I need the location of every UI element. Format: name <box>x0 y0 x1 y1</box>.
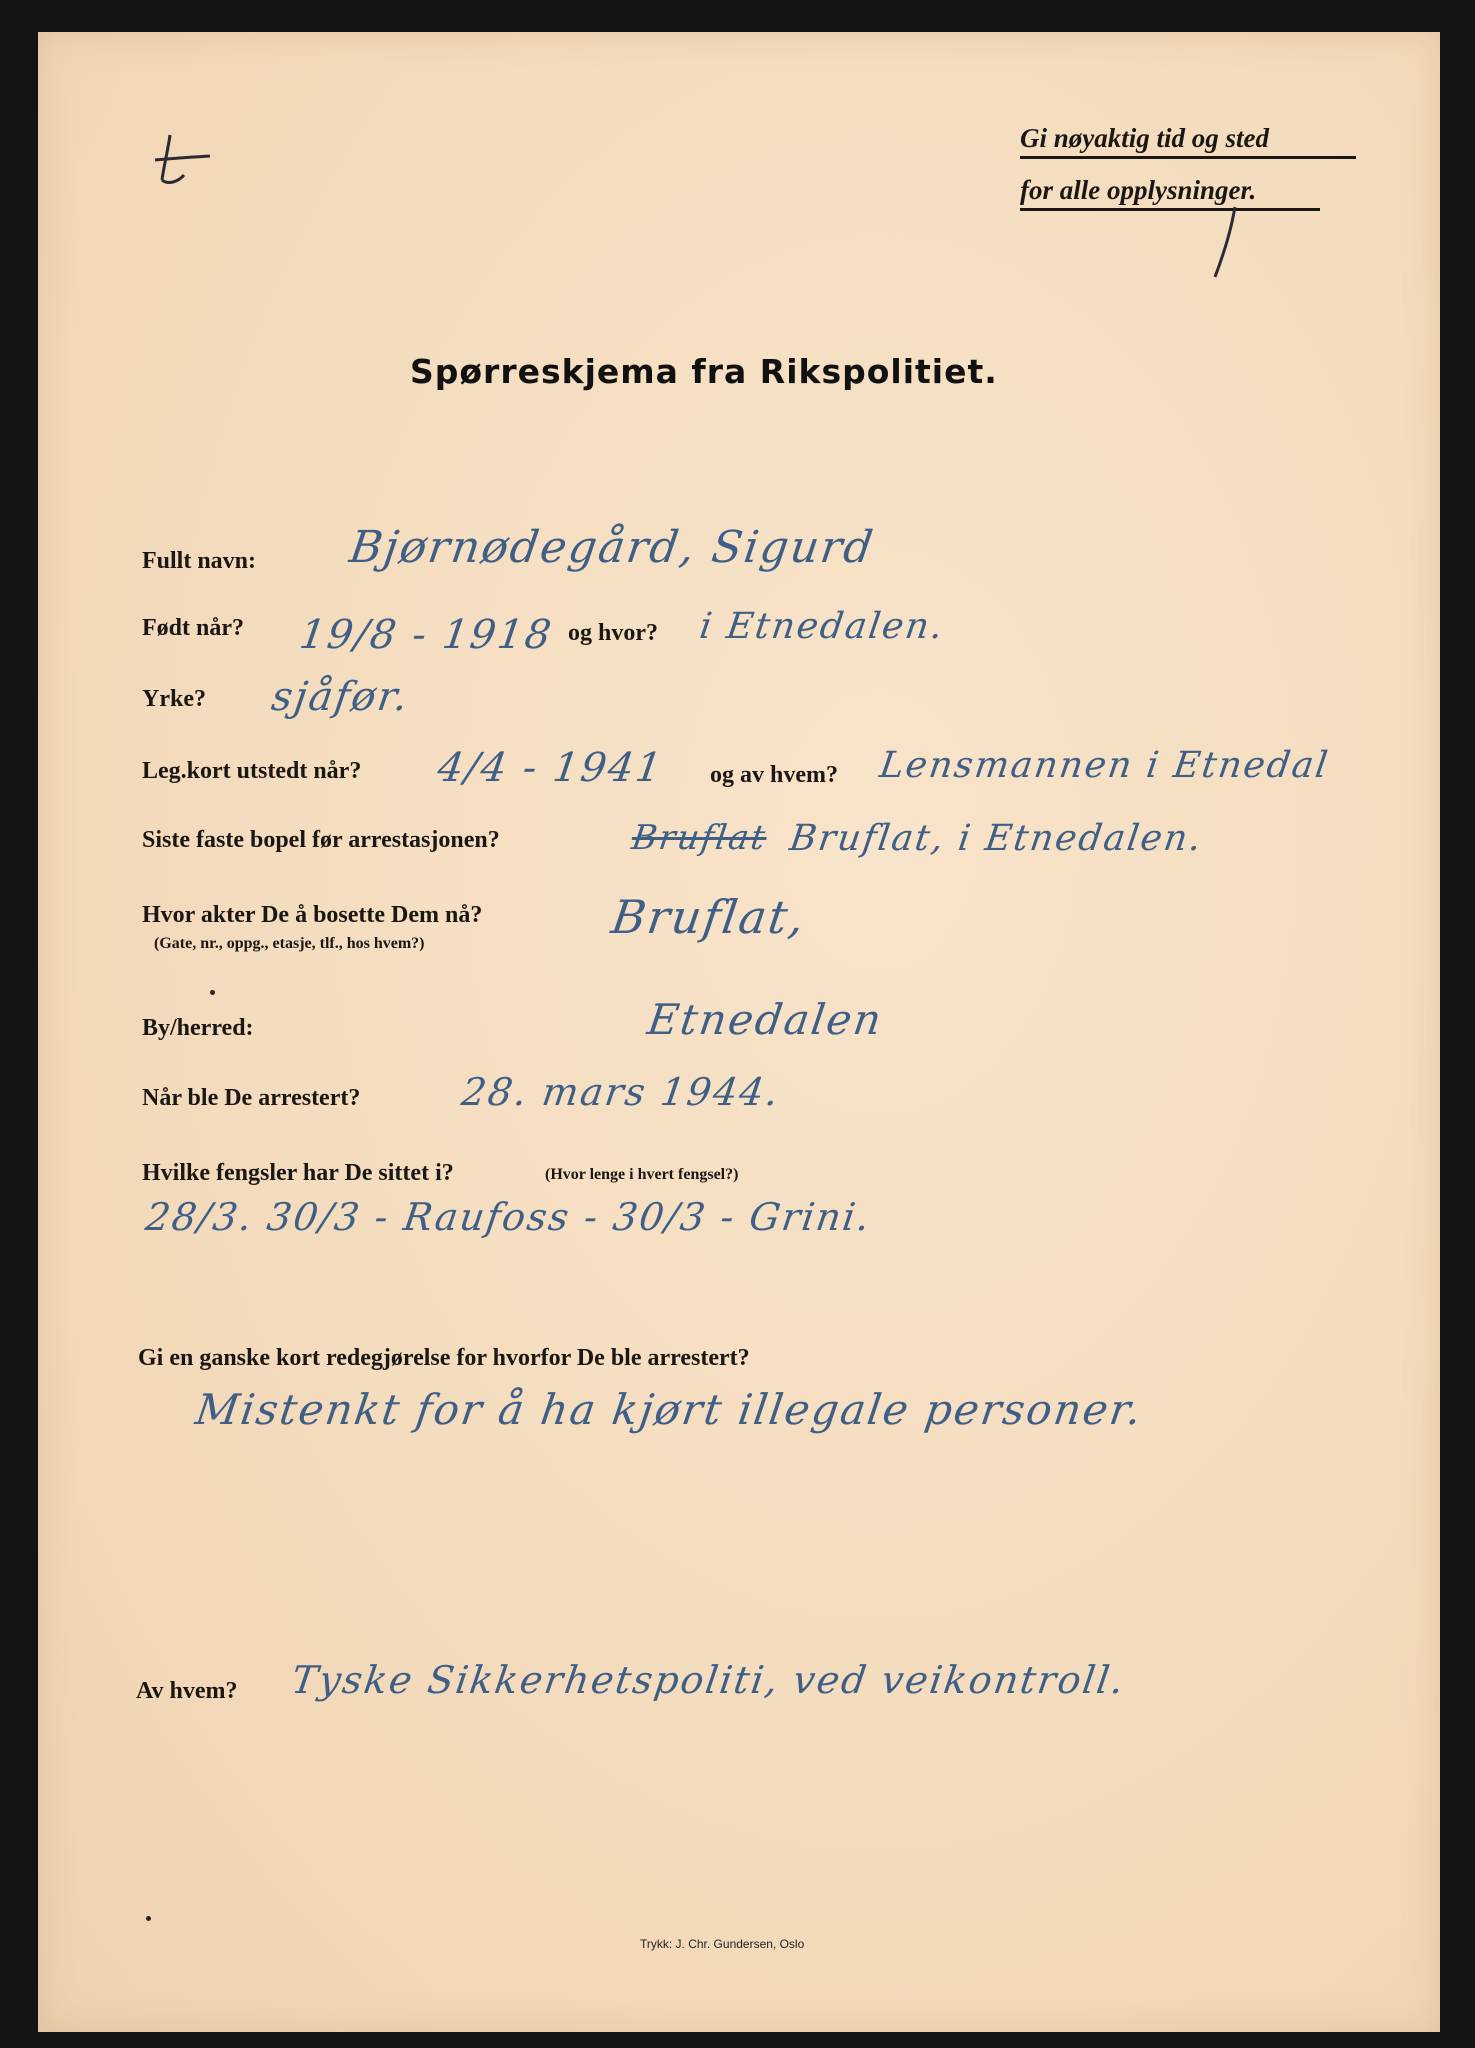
label-bosette: Hvor akter De å bosette Dem nå? <box>142 902 483 928</box>
notice-underline-1 <box>1020 156 1356 159</box>
value-og-av-hvem: Lensmannen i Etnedal <box>877 745 1332 786</box>
value-arrestert: 28. mars 1944. <box>458 1070 783 1114</box>
label-fodt-naar: Født når? <box>142 615 244 641</box>
handwritten-check-stroke <box>1205 205 1245 285</box>
notice-line-1: Gi nøyaktig tid og sted <box>1020 123 1269 153</box>
value-siste-bopel-struck: Bruflat <box>629 818 770 858</box>
ink-dot <box>210 990 215 995</box>
notice-line-2: for alle opplysninger. <box>1020 175 1257 205</box>
label-fengsler: Hvilke fengsler har De sittet i? <box>142 1160 454 1186</box>
label-fullt-navn: Fullt navn: <box>142 548 257 574</box>
label-og-hvor: og hvor? <box>568 620 658 646</box>
notice-box <box>1020 112 1350 216</box>
form-title: Spørreskjema fra Rikspolitiet. <box>410 352 998 391</box>
handwritten-cross-mark <box>150 130 220 190</box>
label-arrestert: Når ble De arrestert? <box>142 1085 361 1111</box>
value-yrke: sjåfør. <box>268 674 413 720</box>
printer-footer: Trykk: J. Chr. Gundersen, Oslo <box>640 1937 805 1951</box>
label-av-hvem: Av hvem? <box>136 1678 238 1704</box>
label-siste-bopel: Siste faste bopel før arrestasjonen? <box>142 827 500 853</box>
value-fodt-naar: 19/8 - 1918 <box>296 612 556 658</box>
value-av-hvem: Tyske Sikkerhetspoliti, ved veikontroll. <box>288 1658 1129 1702</box>
value-fengsler: 28/3. 30/3 - Raufoss - 30/3 - Grini. <box>142 1195 875 1239</box>
value-by-herred: Etnedalen <box>644 995 887 1044</box>
value-og-hvor: i Etnedalen. <box>697 606 948 647</box>
ink-dot-bottom <box>146 1916 151 1921</box>
value-fullt-navn: Bjørnødegård, Sigurd <box>346 522 878 573</box>
value-legkort: 4/4 - 1941 <box>434 745 667 791</box>
notice-underline-2 <box>1020 208 1320 211</box>
sublabel-fengsler: (Hvor lenge i hvert fengsel?) <box>545 1166 739 1183</box>
label-og-av-hvem: og av hvem? <box>710 762 838 788</box>
label-yrke: Yrke? <box>142 686 206 712</box>
value-redegjorelse: Mistenkt for å ha kjørt illegale personer. <box>192 1385 1147 1434</box>
value-siste-bopel: Bruflat, i Etnedalen. <box>787 818 1206 859</box>
value-bosette: Bruflat, <box>608 890 810 944</box>
label-by-herred: By/herred: <box>142 1015 254 1041</box>
label-redegjorelse: Gi en ganske kort redegjørelse for hvorfor De ble arrestert? <box>138 1345 750 1371</box>
label-legkort: Leg.kort utstedt når? <box>142 758 362 784</box>
sublabel-bosette: (Gate, nr., oppg., etasje, tlf., hos hvem?) <box>154 935 425 952</box>
